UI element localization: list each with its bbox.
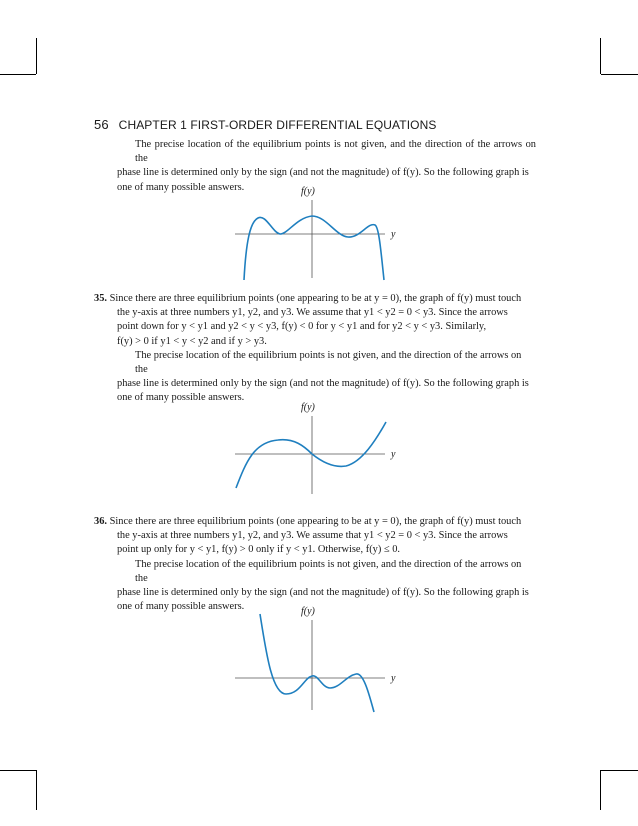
figure-1-graph [230,182,400,282]
problem-35-line: phase line is determined only by the sign (and not the magnitude) of f(y). So the following graph is [117,378,529,390]
crop-mark [600,38,601,74]
crop-mark [0,770,36,771]
x-axis-label: y [391,449,396,460]
problem-36-line: phase line is determined only by the sign (and not the magnitude) of f(y). So the following graph is [117,587,529,599]
y-axis-label: f(y) [301,186,315,197]
curve [260,614,374,712]
problem-36-line: the y-axis at three numbers y1, y2, and y3. We assume that y1 < y2 = 0 < y3. Since the arrows [117,530,508,542]
page-header [94,117,436,132]
figure-1 [230,182,400,282]
page-number: 56 [94,117,109,132]
problem-36-line: 36. Since there are three equilibrium points (one appearing to be at y = 0), the graph of f(y) must touch [94,516,522,527]
figure-3-graph [230,602,400,714]
figure-2-graph [230,398,400,498]
crop-mark [600,770,601,810]
problem-36-line: one of many possible answers. [117,601,245,613]
chapter-title: CHAPTER 1 FIRST-ORDER DIFFERENTIAL EQUATIONS [118,118,437,132]
problem-number: 35. [94,293,107,304]
intro-line: The precise location of the equilibrium points is not given, and the direction of the arrows on the [135,139,536,165]
curve [236,422,386,488]
problem-36-line: The precise location of the equilibrium points is not given, and the direction of the arrows on the [135,558,522,584]
x-axis-label: y [391,229,396,240]
problem-36-line: point up only for y < y1, f(y) > 0 only if y < y1. Otherwise, f(y) ≤ 0. [117,544,401,556]
crop-mark [36,770,37,810]
problem-35-line: 35. Since there are three equilibrium points (one appearing to be at y = 0), the graph of f(y) must touch [94,293,522,304]
intro-line: phase line is determined only by the sign (and not the magnitude) of f(y). So the following graph is [117,167,529,179]
problem-number: 36. [94,516,107,527]
intro-line: one of many possible answers. [117,181,245,193]
crop-mark [601,770,638,771]
crop-mark [601,74,638,75]
x-axis-label: y [391,673,396,684]
crop-mark [0,74,36,75]
problem-35-line: one of many possible answers. [117,392,245,404]
problem-35 [94,292,536,406]
problem-35-line: the y-axis at three numbers y1, y2, and y3. We assume that y1 < y2 = 0 < y3. Since the arrows [117,307,508,319]
curve [244,216,384,280]
problem-35-line: The precise location of the equilibrium points is not given, and the direction of the arrows on the [135,349,522,376]
crop-mark [36,38,37,74]
problem-36 [94,515,536,614]
problem-35-line: f(y) > 0 if y1 < y < y2 and if y > y3. [117,335,267,347]
y-axis-label: f(y) [301,402,315,413]
figure-3 [230,602,400,714]
figure-2 [230,398,400,498]
problem-35-line: point down for y < y1 and y2 < y < y3, f(y) < 0 for y < y1 and for y2 < y < y3. Similarly, [117,321,487,333]
y-axis-label: f(y) [301,606,315,617]
